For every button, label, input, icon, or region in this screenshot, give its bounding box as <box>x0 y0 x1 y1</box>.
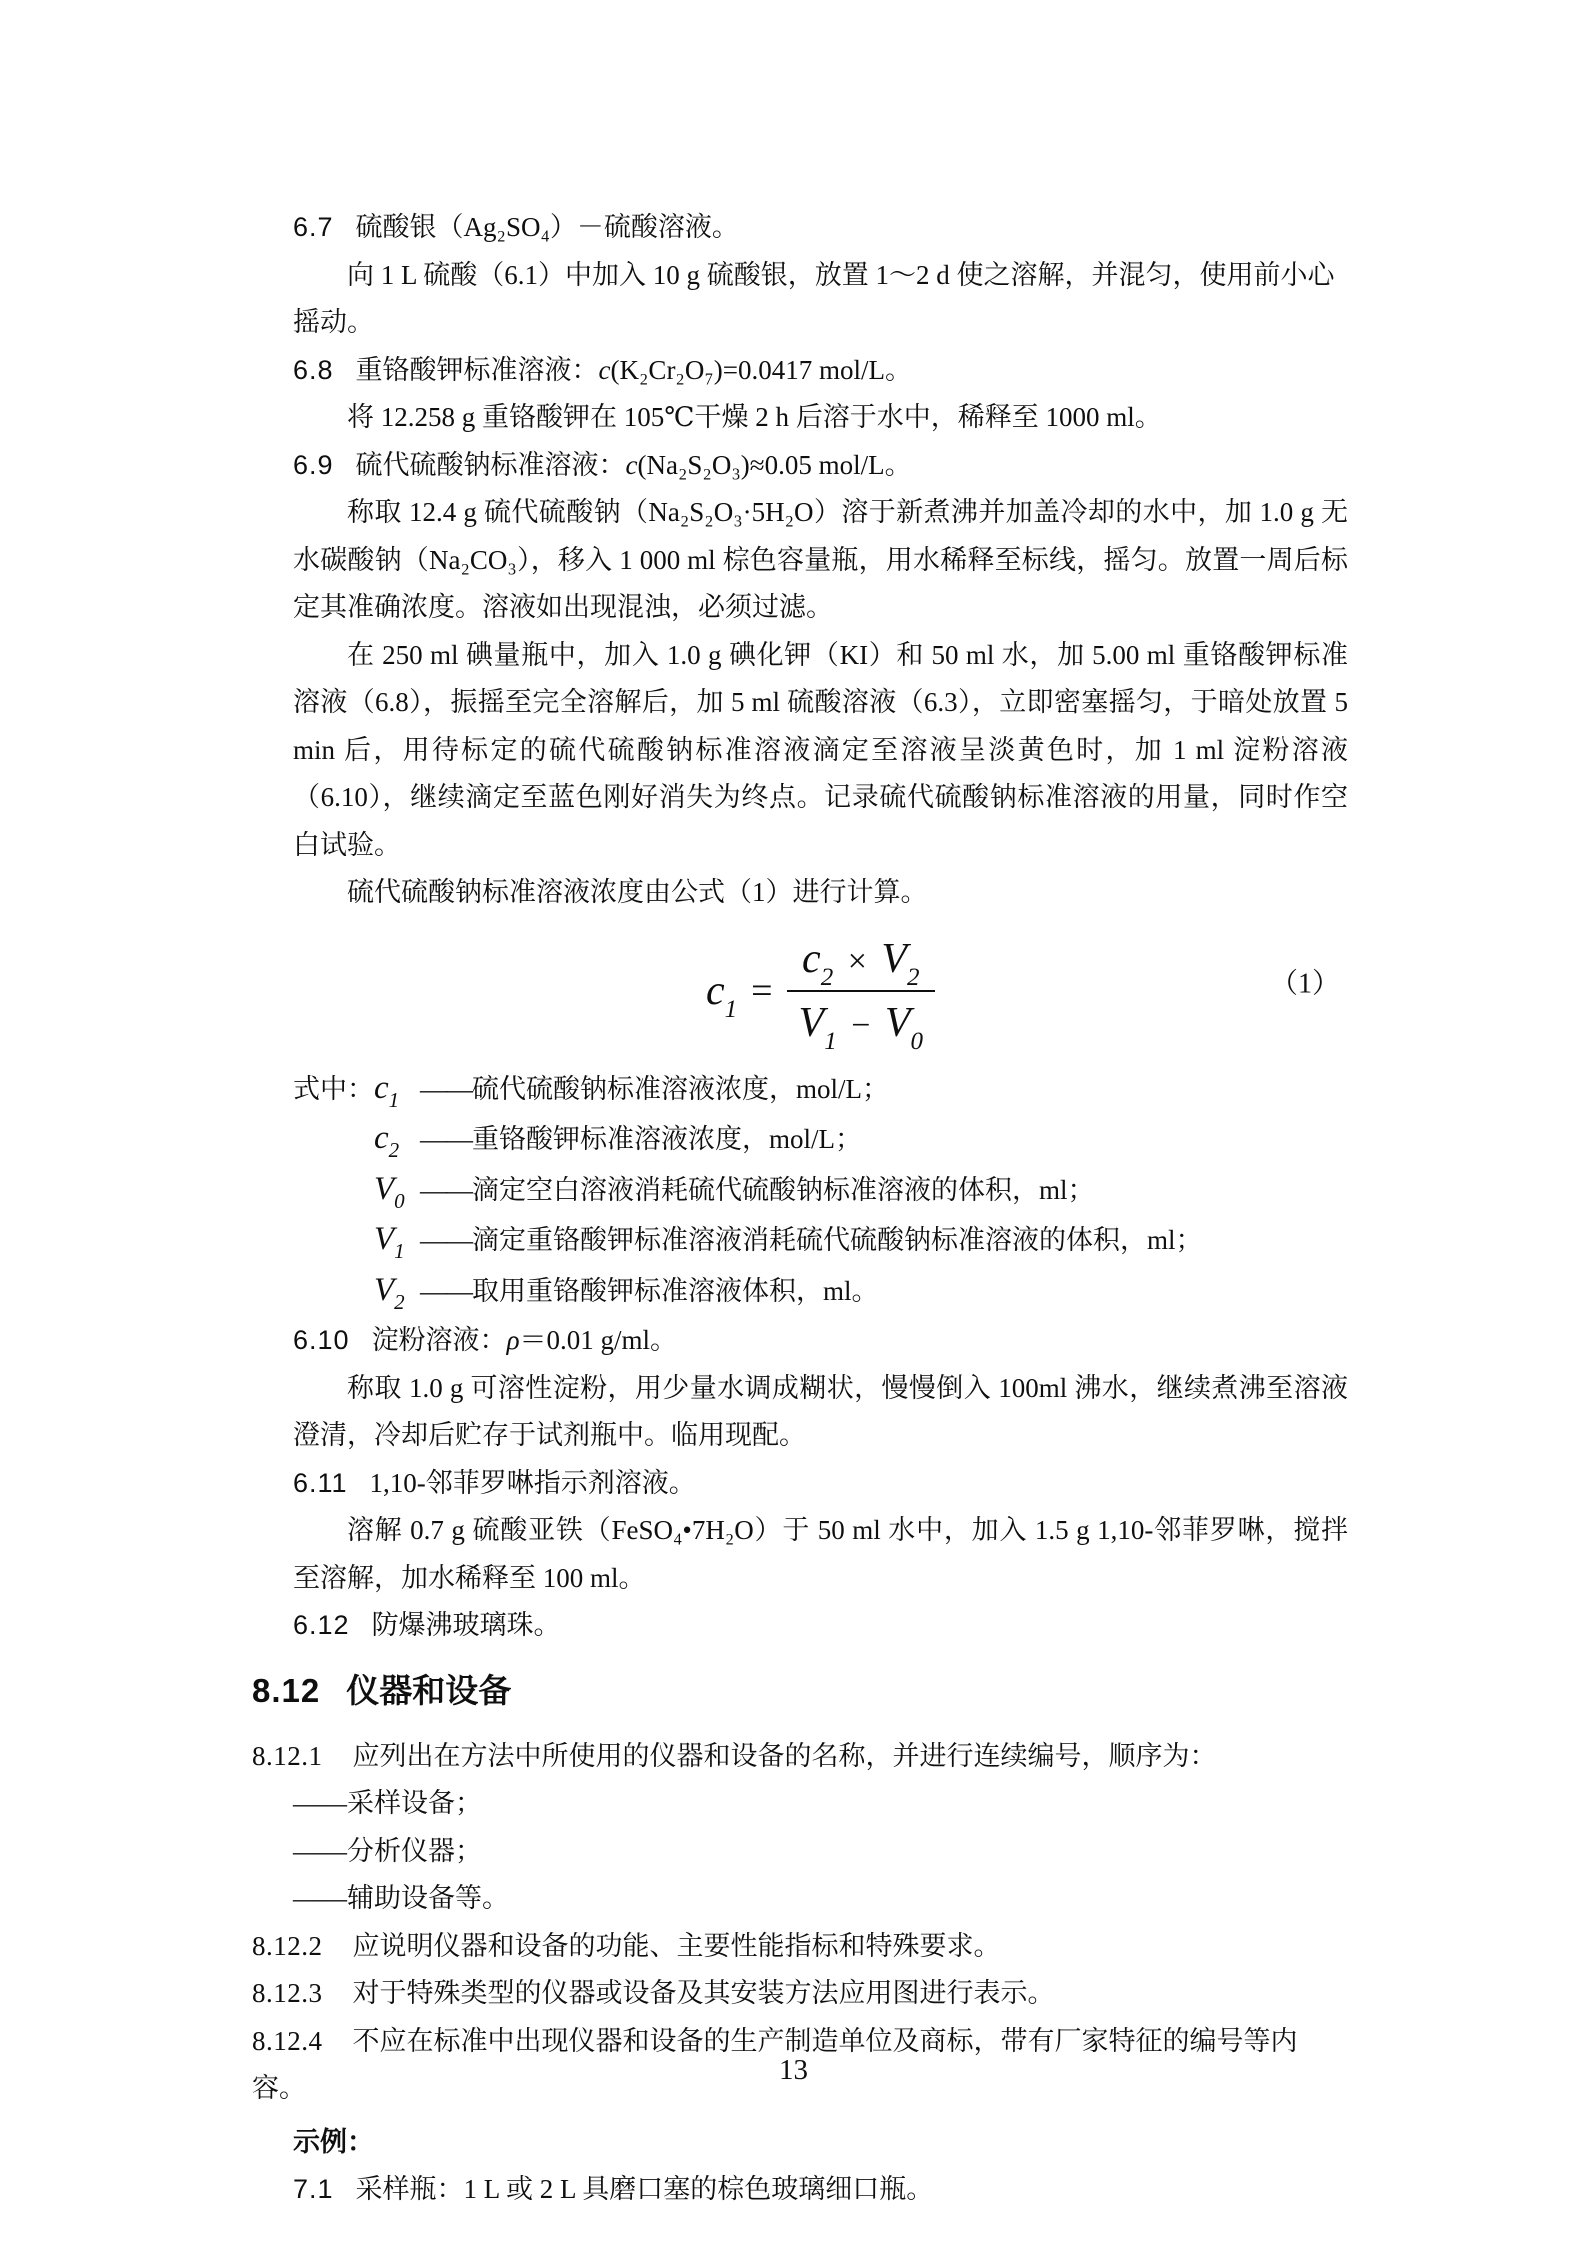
clause-title-formula: (K₂Cr₂O₇)=0.0417 mol/L。 <box>610 354 912 385</box>
clause-number: 6.8 <box>293 354 334 385</box>
clause-text: 应说明仪器和设备的功能、主要性能指标和特殊要求。 <box>352 1930 1001 1961</box>
clause-text: 应列出在方法中所使用的仪器和设备的名称，并进行连续编号，顺序为： <box>352 1740 1217 1771</box>
where-label: 式中： <box>293 1073 374 1104</box>
clause-8-12-2 <box>252 1923 1348 1971</box>
clause-title: 淀粉溶液： <box>371 1325 507 1355</box>
clause-number: 8.12.4 <box>252 2025 323 2056</box>
clause-text: 不应在标准中出现仪器和设备的生产制造单位及商标，带有厂家特征的编号等内容。 <box>252 2025 1298 2103</box>
section-title: 仪器和设备 <box>346 1671 512 1709</box>
clause-number: 7.1 <box>293 2174 334 2204</box>
formula-where-list <box>293 1065 1348 1318</box>
multiply-sign: × <box>847 942 867 980</box>
clause-title: 采样瓶：1 L 或 2 L 具磨口塞的棕色玻璃细口瓶。 <box>355 2174 934 2204</box>
list-item-auxiliary-equipment <box>293 1875 1348 1923</box>
fraction-numerator: $c_2 \times V_2$ <box>802 935 920 991</box>
clause-title: 防爆沸玻璃珠。 <box>371 1610 561 1640</box>
page-number: 13 <box>779 2054 808 2086</box>
clause-title: 硫酸银（Ag₂SO₄）－硫酸溶液。 <box>355 212 739 242</box>
var-row-v1: $V_1$ ——滴定重铬酸钾标准溶液消耗硫代硫酸钠标准溶液的体积，ml； <box>374 1221 1203 1263</box>
fraction <box>787 935 936 1055</box>
clause-number: 6.9 <box>293 449 334 480</box>
clause-title-formula: (Na₂S₂O₃)≈0.05 mol/L。 <box>637 449 912 480</box>
equation-lhs: $c_1$ <box>705 967 738 1023</box>
clause-title: 1,10-邻菲罗啉指示剂溶液。 <box>369 1467 696 1498</box>
clause-6-10 <box>293 1317 1348 1365</box>
clause-8-12-3 <box>252 1970 1348 2018</box>
clause-title-formula: ＝0.01 g/ml。 <box>519 1325 678 1355</box>
clause-6-11 <box>293 1460 1348 1508</box>
paragraph-text: 将 12.258 g 重铬酸钾在 105℃干燥 2 h 后溶于水中，稀释至 1000 ml。 <box>347 402 1162 432</box>
concentration-symbol: c <box>598 354 611 385</box>
var-description: 取用重铬酸钾标准溶液体积，ml。 <box>472 1275 879 1306</box>
paragraph-6-7 <box>293 252 1348 347</box>
paragraph-6-9-b <box>293 632 1348 870</box>
list-item-text: ——采样设备； <box>293 1788 482 1818</box>
list-item-text: ——辅助设备等。 <box>293 1883 509 1913</box>
equals-sign: = <box>751 969 773 1012</box>
document-body <box>252 204 1348 2214</box>
var-description: 滴定重铬酸钾标准溶液消耗硫代硫酸钠标准溶液的体积，ml； <box>472 1225 1203 1255</box>
var-description: 重铬酸钾标准溶液浓度，mol/L； <box>472 1124 862 1154</box>
paragraph-text: 称取 1.0 g 可溶性淀粉，用少量水调成糊状，慢慢倒入 100ml 沸水，继续煮沸至溶液澄清，冷却后贮存于试剂瓶中。临用现配。 <box>293 1372 1348 1450</box>
paragraph-6-9-a <box>293 489 1348 632</box>
clause-number: 6.10 <box>293 1325 350 1355</box>
paragraph-6-8 <box>293 394 1348 442</box>
clause-number: 6.7 <box>293 212 334 242</box>
var-row-c1: 式中：$c_1$ ——硫代硫酸钠标准溶液浓度，mol/L； <box>293 1069 889 1112</box>
equation-1 <box>293 917 1348 1065</box>
clause-6-12 <box>293 1602 1348 1650</box>
clause-number: 6.12 <box>293 1610 350 1640</box>
equation-number: （1） <box>1269 968 1340 1000</box>
fraction-denominator: $V_1 - V_0$ <box>787 990 936 1044</box>
var-description: 硫代硫酸钠标准溶液浓度，mol/L； <box>472 1073 889 1104</box>
clause-6-8 <box>293 347 1348 395</box>
paragraph-text: 向 1 L 硫酸（6.1）中加入 10 g 硫酸银，放置 1～2 d 使之溶解，并混匀，使用前小心摇动。 <box>293 259 1335 337</box>
var-row-v2: $V_2$ ——取用重铬酸钾标准溶液体积，ml。 <box>374 1271 879 1314</box>
paragraph-text: 硫代硫酸钠标准溶液浓度由公式（1）进行计算。 <box>347 877 928 907</box>
clause-7-1 <box>293 2166 1348 2214</box>
list-item-text: ——分析仪器； <box>293 1835 482 1866</box>
list-item-analysis-instrument <box>293 1828 1348 1876</box>
paragraph-6-10 <box>293 1365 1348 1460</box>
paragraph-6-11 <box>293 1507 1348 1602</box>
list-item-sampling-equipment <box>293 1780 1348 1828</box>
clause-title: 硫代硫酸钠标准溶液： <box>355 449 626 480</box>
paragraph-text: 在 250 ml 碘量瓶中，加入 1.0 g 碘化钾（KI）和 50 ml 水，加 5.00 ml 重铬酸钾标准溶液（6.8），振摇至完全溶解后，加 5 ml 硫酸溶液（6.3），立即密塞摇匀，于暗处放置 5 min 后，用待标定的硫代硫酸钠标准溶液滴定至溶液呈淡黄色时，加 1 ml 淀粉溶液（6.10），继续滴定至蓝色刚好消失为终点。记录硫代硫酸钠标准溶液的用量，同时作空白试验。 <box>293 639 1348 860</box>
clause-6-7 <box>293 204 1348 252</box>
minus-sign: − <box>851 1006 871 1044</box>
clause-number: 8.12.3 <box>252 1978 323 2008</box>
example-label: 示例： <box>293 2126 374 2157</box>
clause-6-9 <box>293 442 1348 490</box>
paragraph-6-9-c <box>293 869 1348 917</box>
paragraph-text: 溶解 0.7 g 硫酸亚铁（FeSO₄•7H₂O）于 50 ml 水中，加入 1.5 g 1,10-邻菲罗啉，搅拌至溶解，加水稀释至 100 ml。 <box>293 1515 1348 1593</box>
clause-number: 6.11 <box>293 1467 348 1498</box>
concentration-symbol: c <box>625 449 638 480</box>
clause-8-12-1 <box>252 1733 1348 1781</box>
clause-number: 8.12.1 <box>252 1740 323 1771</box>
clause-text: 对于特殊类型的仪器或设备及其安装方法应用图进行表示。 <box>352 1978 1055 2008</box>
clause-number: 8.12.2 <box>252 1930 323 1961</box>
section-number: 8.12 <box>252 1671 321 1709</box>
clause-title: 重铬酸钾标准溶液： <box>355 354 599 385</box>
density-symbol: ρ <box>506 1325 520 1355</box>
var-row-c2: $c_2$ ——重铬酸钾标准溶液浓度，mol/L； <box>374 1120 862 1162</box>
equation-1-expression <box>705 935 935 1055</box>
section-heading-8-12 <box>252 1663 1348 1719</box>
var-description: 滴定空白溶液消耗硫代硫酸钠标准溶液的体积，ml； <box>472 1174 1095 1205</box>
var-row-v0: $V_0$ ——滴定空白溶液消耗硫代硫酸钠标准溶液的体积，ml； <box>374 1170 1095 1213</box>
paragraph-text: 称取 12.4 g 硫代硫酸钠（Na₂S₂O₃·5H₂O）溶于新煮沸并加盖冷却的水中，加 1.0 g 无水碳酸钠（Na₂CO₃），移入 1 000 ml 棕色容量瓶，用水稀释至标线，摇匀。放置一周后标定其准确浓度。溶液如出现混浊，必须过滤。 <box>293 497 1348 622</box>
